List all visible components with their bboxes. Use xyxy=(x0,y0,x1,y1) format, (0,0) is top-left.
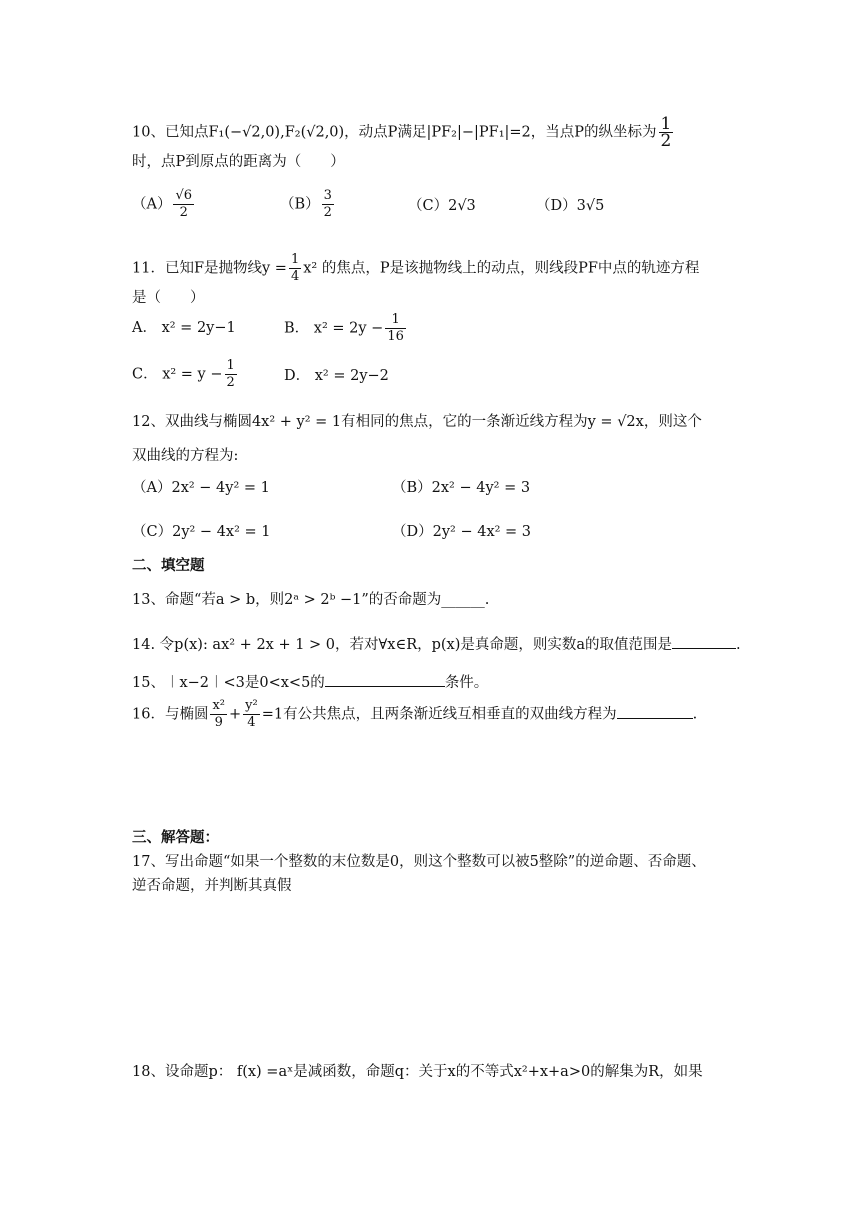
q10-option-a-num: √6 xyxy=(175,188,193,203)
q12-line1: 12、双曲线与椭圆4x² + y² = 1有相同的焦点，它的一条渐近线方程为y = √2x，则这个 xyxy=(132,414,702,430)
q11-option-b-fraction xyxy=(385,312,406,345)
q11-frac-num: 1 xyxy=(290,252,300,267)
q14 xyxy=(132,634,741,655)
q11-frac-den: 4 xyxy=(290,269,300,284)
q10-line1 xyxy=(132,116,675,149)
q12-option-a: （A）2x² − 4y² = 1 xyxy=(132,480,270,496)
q16-text-b: =1有公共焦点，且两条渐近线互相垂直的双曲线方程为 xyxy=(261,706,617,723)
q10-option-b xyxy=(280,188,336,221)
q12-option-c: （C）2y² − 4x² = 1 xyxy=(132,524,271,540)
q11-option-b-num: 1 xyxy=(385,312,406,329)
q11-option-c-den: 2 xyxy=(226,375,235,390)
q11-line1 xyxy=(132,252,699,285)
q11-option-b-den: 16 xyxy=(387,329,404,344)
q17-line2: 逆否命题，并判断其真假 xyxy=(132,878,292,894)
q10-option-c: （C）2√3 xyxy=(408,198,476,214)
q17-line1: 17、写出命题“如果一个整数的末位数是0，则这个整数可以被5整除”的逆命题、否命题、 xyxy=(132,854,706,870)
q16-fraction-1 xyxy=(210,698,227,731)
q16 xyxy=(132,698,697,731)
q11-text-a: 11．已知F是抛物线y = xyxy=(132,260,287,277)
q10-line2: 时，点P到原点的距离为（ ） xyxy=(132,154,345,170)
q15-answer-blank[interactable] xyxy=(325,672,445,687)
q15-text: 15、︱x−2︱<3是0<x<5的 xyxy=(132,675,325,691)
q10-text: 10、已知点F₁(−√2,0),F₂(√2,0)，动点P满足|PF₂|−|PF₁|=2，当点P的纵坐标为 xyxy=(132,124,657,141)
q10-option-d: （D）3√5 xyxy=(536,198,605,214)
q16-period: . xyxy=(692,706,698,723)
q10-option-b-fraction xyxy=(322,188,334,221)
q18: 18、设命题p： f(x) =aˣ是减函数，命题q：关于x的不等式x²+x+a>0的解集为R，如果 xyxy=(132,1064,703,1080)
q11-option-d: D． x² = 2y−2 xyxy=(284,368,389,384)
q10-option-a-fraction xyxy=(173,188,194,221)
q10-frac-den: 2 xyxy=(660,131,672,151)
q10-option-a xyxy=(132,188,196,221)
q16-text-a: 16．与椭圆 xyxy=(132,706,209,723)
q10-option-a-den: 2 xyxy=(179,205,188,220)
q15 xyxy=(132,672,488,693)
q16-f1-den: 9 xyxy=(214,715,223,730)
q12-option-d: （D）2y² − 4x² = 3 xyxy=(392,524,532,540)
q10-option-b-num: 3 xyxy=(323,188,332,203)
q10-option-b-label: （B） xyxy=(280,196,320,213)
q14-text: 14. 令p(x): ax² + 2x + 1 > 0，若对∀x∈R，p(x)是真命题，则实数a的取值范围是 xyxy=(132,637,673,653)
section-title-answer: 三、解答题： xyxy=(132,829,219,846)
q10-frac-num: 1 xyxy=(660,114,672,134)
q16-f2-den: 4 xyxy=(247,715,256,730)
q11-option-b xyxy=(284,312,408,345)
q16-plus: + xyxy=(229,706,242,723)
q12-line2: 双曲线的方程为: xyxy=(132,448,239,464)
q15-suffix: 条件。 xyxy=(444,675,489,691)
q11-option-b-text: B． x² = 2y − xyxy=(284,320,384,337)
q16-fraction-2 xyxy=(243,698,260,731)
section-title-fill-in: 二、填空题 xyxy=(132,557,205,574)
q11-option-c-num: 1 xyxy=(226,358,235,373)
q11-option-c-text: C． x² = y − xyxy=(132,366,223,383)
q11-line2: 是（ ） xyxy=(132,290,205,306)
q16-f1-num: x² xyxy=(212,698,225,713)
q10-option-b-den: 2 xyxy=(323,205,332,220)
q14-period: . xyxy=(736,637,741,653)
q10-fraction xyxy=(659,116,674,149)
q11-option-a: A． x² = 2y−1 xyxy=(132,320,236,336)
q11-option-c-fraction xyxy=(225,358,237,391)
q12-option-b: （B）2x² − 4y² = 3 xyxy=(392,480,531,496)
q11-fraction xyxy=(289,252,301,285)
q10-option-a-label: （A） xyxy=(132,196,172,213)
q16-answer-blank[interactable] xyxy=(617,704,693,719)
q13: 13、命题“若a > b，则2ᵃ > 2ᵇ −1”的否命题为______. xyxy=(132,592,490,608)
q14-answer-blank[interactable] xyxy=(672,634,736,649)
q16-f2-num: y² xyxy=(245,698,258,713)
q11-text-b: x² 的焦点，P是该抛物线上的动点，则线段PF中点的轨迹方程 xyxy=(303,260,700,277)
q11-option-c xyxy=(132,358,239,391)
